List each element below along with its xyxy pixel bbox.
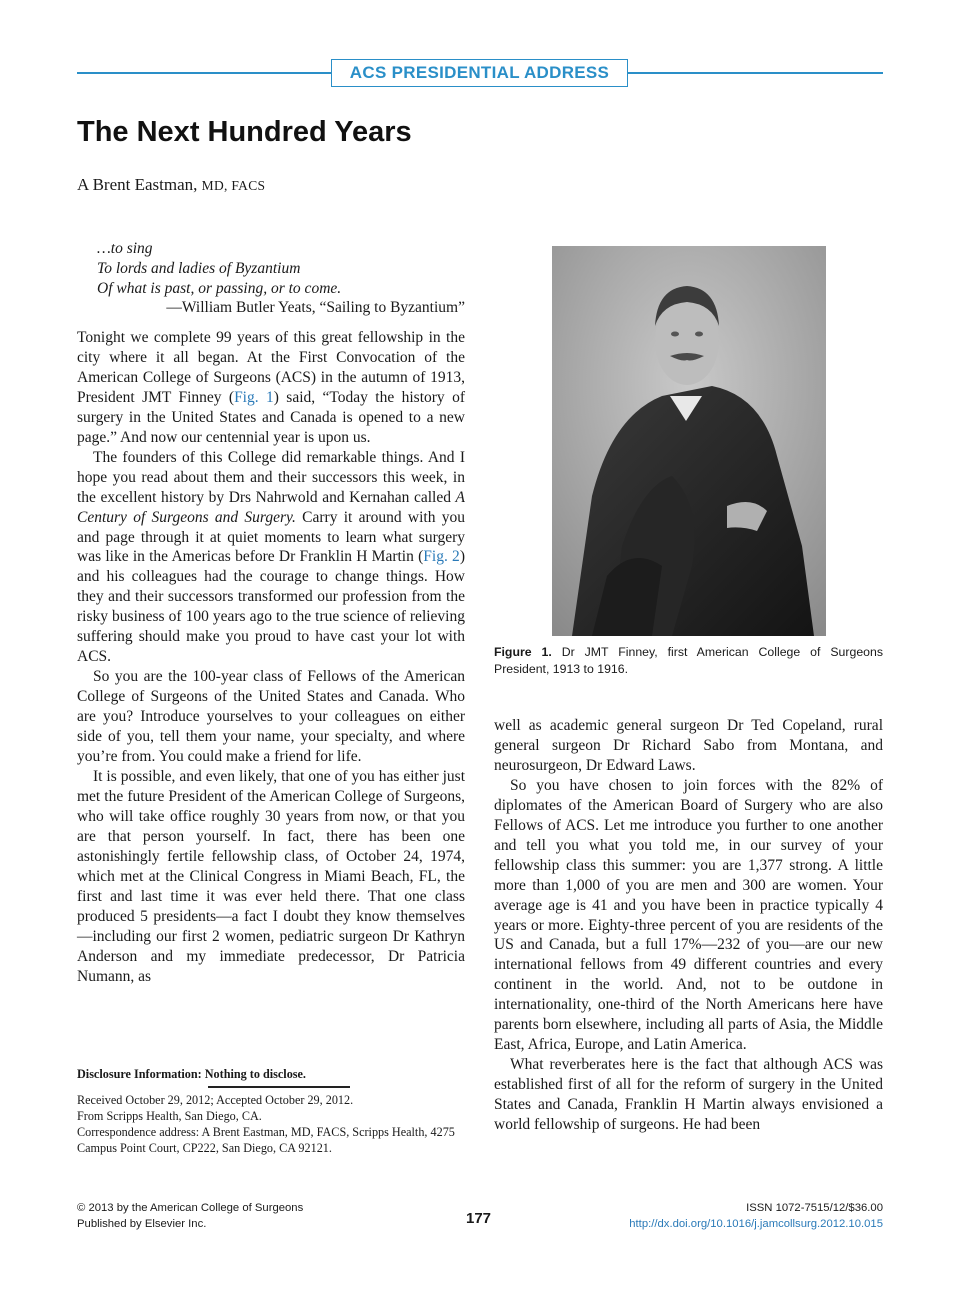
footer-right [629, 1201, 883, 1232]
figure-label: Figure 1. [494, 645, 552, 659]
article-title: The Next Hundred Years [77, 116, 412, 148]
page-number: 177 [466, 1210, 492, 1227]
figure-1-photo [552, 246, 826, 636]
banner-rule-right [627, 72, 883, 74]
text-run: ) and his colleagues had the courage to change things. How they and their successors transformed our profession from the risky business of 100 years ago to the true science of relieving suffering should make you proud to have cast your lot with ACS. [77, 548, 465, 666]
author-name: A Brent Eastman, [77, 175, 198, 194]
figure-2-link[interactable]: Fig. 2 [423, 548, 460, 566]
paragraph: What reverberates here is the fact that although ACS was established first of all for the reform of surgery in the United States and Canada, Franklin H Martin always envisioned a world fellowship of surgeons. He had been [494, 1056, 883, 1134]
affiliation: From Scripps Health, San Diego, CA. [77, 1109, 262, 1123]
epigraph-attribution: —William Butler Yeats, “Sailing to Byzantium” [166, 299, 465, 317]
text-run: The founders of this College did remarkable things. And I hope you read about them and their successors this week, in the excellent history by Drs Nahrwold and Kernahan called [77, 448, 465, 506]
paragraph: So you are the 100-year class of Fellows of the American College of Surgeons of the United States and Canada. Who are you? Introduce yourselves to your colleagues on either side of you, tell them your name, your specialty, and where you’re from. You could make a friend for life. [77, 668, 465, 766]
book-title: A Century of Surgeons and Surgery. [77, 488, 465, 526]
caption-text: Dr JMT Finney, first American College of Surgeons President, 1913 to 1916. [494, 645, 883, 676]
banner-rule-left [77, 72, 332, 74]
author-line [77, 175, 265, 195]
section-label: ACS PRESIDENTIAL ADDRESS [331, 59, 628, 87]
paragraph [77, 448, 465, 667]
figure-1-link[interactable]: Fig. 1 [234, 388, 274, 406]
received-dates: Received October 29, 2012; Accepted October 29, 2012. [77, 1093, 354, 1107]
epigraph-line: Of what is past, or passing, or to come. [97, 279, 342, 297]
epigraph-line: …to sing [97, 240, 153, 257]
doi-link[interactable]: http://dx.doi.org/10.1016/j.jamcollsurg.2012.10.015 [629, 1217, 883, 1230]
divider [208, 1086, 350, 1088]
copyright: © 2013 by the American College of Surgeons [77, 1202, 304, 1214]
footer-left [77, 1201, 303, 1232]
text-run: Carry it around with you and page through it at quiet moments to learn what surgery was like in the Americas before Dr Franklin H Martin ( [77, 508, 465, 566]
text-run: ) said, “Today the history of surgery in the United States and Canada is opened to a new page.” And now our centennial year is upon us. [77, 388, 465, 446]
disclosure [77, 1067, 467, 1082]
publisher: Published by Elsevier Inc. [77, 1217, 207, 1230]
disclosure-text: Nothing to disclose. [204, 1067, 306, 1081]
disclosure-label: Disclosure Information: [77, 1067, 202, 1081]
body-column-right [494, 716, 883, 1135]
epigraph-line: To lords and ladies of Byzantium [97, 259, 301, 277]
body-column-left [77, 328, 465, 986]
issn: ISSN 1072-7515/12/$36.00 [746, 1202, 883, 1214]
author-credentials: MD, FACS [201, 178, 266, 193]
correspondence-address: Correspondence address: A Brent Eastman, MD, FACS, Scripps Health, 4275 Campus Point Court, CP222, San Diego, CA 92121. [77, 1125, 455, 1155]
paragraph: It is possible, and even likely, that one of you has either just met the future President of the American College of Surgeons, who will take office roughly 30 years from now, or that you are that person yourself. In fact, there has been one astonishingly fertile fellowship class, of October 24, 1974, which met at the Clinical Congress in Miami Beach, FL, the first and last time it was ever held there. That one class produced 5 presidents—a fact I doubt they know themselves—including our first 2 women, pediatric surgeon Dr Kathryn Anderson and my immediate predecessor, Dr Patricia Numann, as [77, 767, 465, 985]
portrait-image [552, 246, 826, 636]
epigraph [97, 239, 465, 318]
text-run: Tonight we complete 99 years of this great fellowship in the city where it all began. At the First Convocation of the American College of Surgeons (ACS) in the autumn of 1913, President JMT Finney ( [77, 329, 465, 406]
article-meta [77, 1092, 467, 1156]
figure-1-caption [494, 644, 883, 678]
paragraph [77, 328, 465, 448]
paragraph: well as academic general surgeon Dr Ted Copeland, rural general surgeon Dr Richard Sabo from Montana, and neurosurgeon, Dr Edward Laws. [494, 717, 883, 774]
paragraph: So you have chosen to join forces with the 82% of diplomates of the American Board of Surgery who are also Fellows of ACS. Let me introduce you further to one another and tell you what you told me, in our survey of your fellowship class this summer: you are 1,377 strong. A little more than 1,000 of you are men and 300 are women. Your average age is 41 and you have been in practice typically 4 years or more. Eighty-three percent of you are residents of the US and Canada, but a full 17%—232 of you—are our new international fellows from 49 different countries and every continent in the world. And, not to be outdone in internationality, one-third of the North Americans here have parents born elsewhere, including all parts of Asia, the Middle East, Africa, Europe, and Latin America. [494, 776, 883, 1054]
